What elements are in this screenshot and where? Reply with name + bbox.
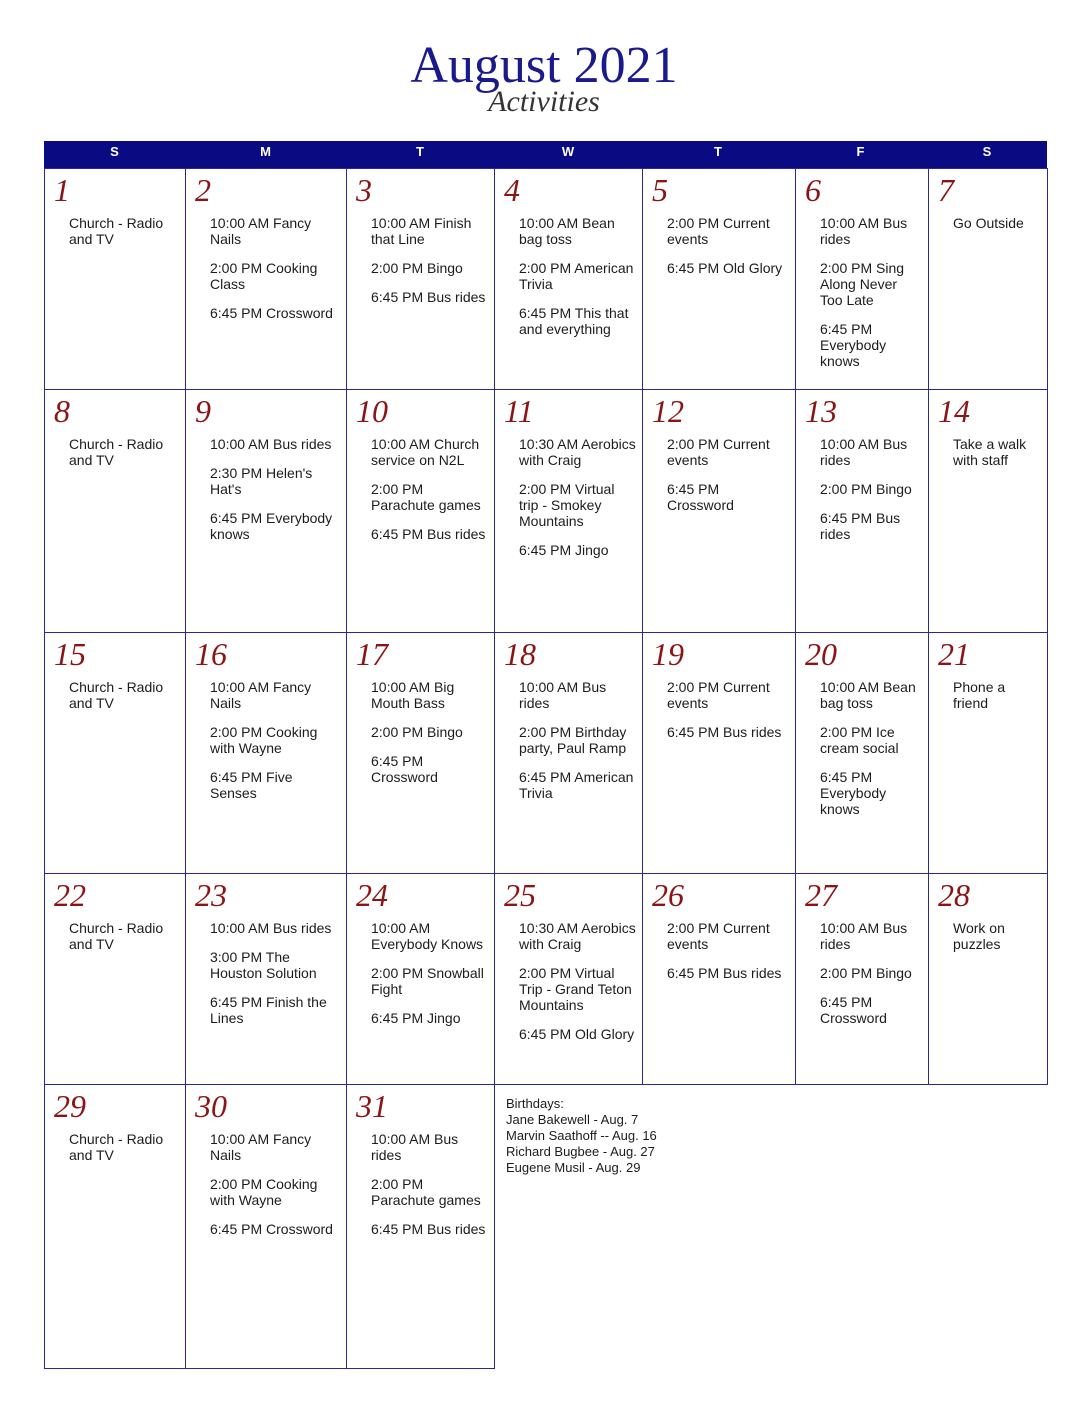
event-item: 10:30 AM Aerobics with Craig [519,920,636,952]
day-number: 13 [805,393,837,429]
day-number: 27 [805,877,837,913]
event-item: 6:45 PM Jingo [371,1010,461,1026]
day-events [519,215,636,337]
day-number: 23 [195,877,227,913]
calendar-subtitle: Activities [488,85,600,118]
day-events [953,215,1041,231]
event-item: 2:00 PM Current events [667,920,770,952]
event-item: 10:00 AM Bus rides [210,920,332,936]
event-item: 10:00 AM Bus rides [820,436,908,468]
event-item: 2:00 PM Parachute games [371,1176,481,1208]
event-item: 2:00 PM Current events [667,436,770,468]
event-item: 6:45 PM Bus rides [667,724,782,740]
event-item: 10:00 AM Bus rides [820,920,908,952]
day-number: 19 [652,636,684,672]
day-number: 18 [504,636,536,672]
day-events [820,920,922,1026]
day-cell-30 [185,1084,347,1369]
weekday-wednesday: W [561,144,575,159]
day-number: 21 [938,636,970,672]
event-item: 2:00 PM Cooking Class [210,260,318,292]
event-item: 2:00 PM Virtual trip - Smokey Mountains [519,481,615,529]
day-cell-27 [795,873,929,1085]
day-cell-10 [346,389,495,633]
day-events [69,920,179,952]
event-item: 2:00 PM Bingo [820,965,912,981]
day-events [953,679,1041,711]
day-cell-3 [346,168,495,390]
birthday-entry: Eugene Musil - Aug. 29 [506,1160,641,1175]
event-item: 2:00 PM Sing Along Never Too Late [820,260,905,308]
event-item: 2:00 PM Current events [667,679,770,711]
event-item: 10:00 AM Finish that Line [371,215,472,247]
day-cell-9 [185,389,347,633]
weekday-thursday: T [714,144,722,159]
event-item: 2:00 PM Parachute games [371,481,481,513]
day-number: 31 [356,1088,388,1124]
event-item: 6:45 PM Old Glory [519,1026,635,1042]
event-item: Church - Radio and TV [69,920,164,952]
day-events [210,215,340,321]
event-item: 6:45 PM Five Senses [210,769,293,801]
day-number: 24 [356,877,388,913]
event-item: 6:45 PM Jingo [519,542,609,558]
day-events [519,679,636,801]
day-cell-13 [795,389,929,633]
day-events [820,436,922,542]
day-number: 5 [652,172,668,208]
day-events [69,215,179,247]
event-item: 10:30 AM Aerobics with Craig [519,436,636,468]
day-events [820,215,922,369]
event-item: 6:45 PM Bus rides [667,965,782,981]
event-item: 10:00 AM Bus rides [820,215,908,247]
event-item: 10:00 AM Fancy Nails [210,1131,312,1163]
event-item: 2:00 PM Cooking with Wayne [210,724,318,756]
day-cell-5 [642,168,796,390]
day-events [210,1131,340,1237]
day-events [69,679,179,711]
day-events [667,920,789,981]
event-item: 6:45 PM Crossword [210,1221,333,1237]
day-cell-28 [928,873,1048,1085]
day-cell-23 [185,873,347,1085]
event-item: 6:45 PM Everybody knows [820,321,887,369]
day-number: 3 [356,172,372,208]
day-cell-22 [44,873,186,1085]
event-item: 2:00 PM Bingo [820,481,912,497]
day-number: 11 [504,393,534,429]
calendar-title: August 2021 [410,37,678,94]
day-events [210,679,340,801]
day-cell-12 [642,389,796,633]
event-item: 3:00 PM The Houston Solution [210,949,317,981]
day-number: 29 [54,1088,86,1124]
day-cell-14 [928,389,1048,633]
event-item: 6:45 PM Crossword [820,994,887,1026]
day-cell-6 [795,168,929,390]
event-item: 6:45 PM Everybody knows [820,769,887,817]
day-number: 16 [195,636,227,672]
day-number: 1 [54,172,70,208]
day-cell-2 [185,168,347,390]
day-number: 7 [938,172,954,208]
birthday-entry: Richard Bugbee - Aug. 27 [506,1144,655,1159]
weekday-sunday: S [110,144,119,159]
event-item: 6:45 PM Bus rides [371,526,486,542]
event-item: 2:00 PM Current events [667,215,770,247]
event-item: 2:00 PM Ice cream social [820,724,899,756]
event-item: 6:45 PM This that and everything [519,305,629,337]
day-number: 28 [938,877,970,913]
day-events [820,679,922,817]
day-events [953,920,1041,952]
day-cell-8 [44,389,186,633]
day-events [69,1131,179,1163]
day-cell-4 [494,168,643,390]
day-events [210,920,340,1026]
day-cell-25 [494,873,643,1085]
day-number: 8 [54,393,70,429]
day-number: 22 [54,877,86,913]
event-item: Church - Radio and TV [69,679,164,711]
day-events [667,679,789,740]
day-number: 6 [805,172,821,208]
day-cell-24 [346,873,495,1085]
day-cell-7 [928,168,1048,390]
event-item: 2:30 PM Helen's Hat's [210,465,313,497]
event-item: 2:00 PM Virtual Trip - Grand Teton Mountains [519,965,632,1013]
day-cell-21 [928,632,1048,874]
day-events [210,436,340,542]
day-number: 30 [195,1088,227,1124]
event-item: 6:45 PM Old Glory [667,260,783,276]
day-cell-15 [44,632,186,874]
event-item: 10:00 AM Fancy Nails [210,215,312,247]
day-number: 15 [54,636,86,672]
day-events [371,215,488,305]
event-item: 6:45 PM Bus rides [820,510,901,542]
event-item: 6:45 PM Crossword [667,481,734,513]
day-cell-11 [494,389,643,633]
event-item: 10:00 AM Bus rides [210,436,332,452]
weekday-monday: M [260,144,271,159]
day-cell-26 [642,873,796,1085]
day-events [519,920,636,1042]
event-item: 10:00 AM Fancy Nails [210,679,312,711]
day-events [953,436,1041,468]
day-events [667,436,789,513]
event-item: Church - Radio and TV [69,1131,164,1163]
event-item: Church - Radio and TV [69,436,164,468]
weekday-friday: F [856,144,865,159]
birthdays-note [506,1096,657,1176]
event-item: 10:00 AM Bean bag toss [519,215,615,247]
day-events [371,1131,488,1237]
day-events [371,679,488,785]
day-events [371,436,488,542]
event-item: Go Outside [953,215,1024,231]
day-events [667,215,789,276]
day-number: 17 [356,636,388,672]
event-item: 6:45 PM Crossword [371,753,438,785]
day-number: 25 [504,877,536,913]
day-events [69,436,179,468]
event-item: 10:00 AM Bus rides [519,679,607,711]
event-item: 10:00 AM Big Mouth Bass [371,679,455,711]
day-cell-19 [642,632,796,874]
day-cell-17 [346,632,495,874]
event-item: 2:00 PM American Trivia [519,260,634,292]
day-number: 14 [938,393,970,429]
event-item: 10:00 AM Everybody Knows [371,920,484,952]
event-item: Phone a friend [953,679,1006,711]
day-cell-18 [494,632,643,874]
day-cell-16 [185,632,347,874]
event-item: Take a walk with staff [953,436,1027,468]
event-item: 6:45 PM Finish the Lines [210,994,327,1026]
day-events [371,920,488,1026]
event-item: 10:00 AM Church service on N2L [371,436,480,468]
day-number: 2 [195,172,211,208]
day-cell-31 [346,1084,495,1369]
day-number: 4 [504,172,520,208]
event-item: Work on puzzles [953,920,1005,952]
day-number: 20 [805,636,837,672]
day-cell-1 [44,168,186,390]
day-number: 12 [652,393,684,429]
day-cell-29 [44,1084,186,1369]
day-number: 9 [195,393,211,429]
event-item: 6:45 PM Crossword [210,305,333,321]
event-item: 2:00 PM Cooking with Wayne [210,1176,318,1208]
day-number: 26 [652,877,684,913]
weekday-header [44,141,1047,168]
day-cell-20 [795,632,929,874]
weekday-saturday: S [982,144,992,159]
birthday-entry: Jane Bakewell - Aug. 7 [506,1112,639,1127]
event-item: 6:45 PM American Trivia [519,769,634,801]
birthday-entry: Marvin Saathoff -- Aug. 16 [506,1128,657,1143]
weekday-tuesday: T [416,144,424,159]
birthdays-heading: Birthdays: [506,1096,564,1111]
day-events [519,436,636,558]
event-item: 6:45 PM Everybody knows [210,510,333,542]
event-item: 6:45 PM Bus rides [371,289,486,305]
event-item: 2:00 PM Bingo [371,260,463,276]
day-number: 10 [356,393,388,429]
event-item: 10:00 AM Bean bag toss [820,679,916,711]
event-item: 2:00 PM Snowball Fight [371,965,484,997]
event-item: Church - Radio and TV [69,215,164,247]
event-item: 10:00 AM Bus rides [371,1131,459,1163]
event-item: 2:00 PM Bingo [371,724,463,740]
event-item: 2:00 PM Birthday party, Paul Ramp [519,724,627,756]
event-item: 6:45 PM Bus rides [371,1221,486,1237]
